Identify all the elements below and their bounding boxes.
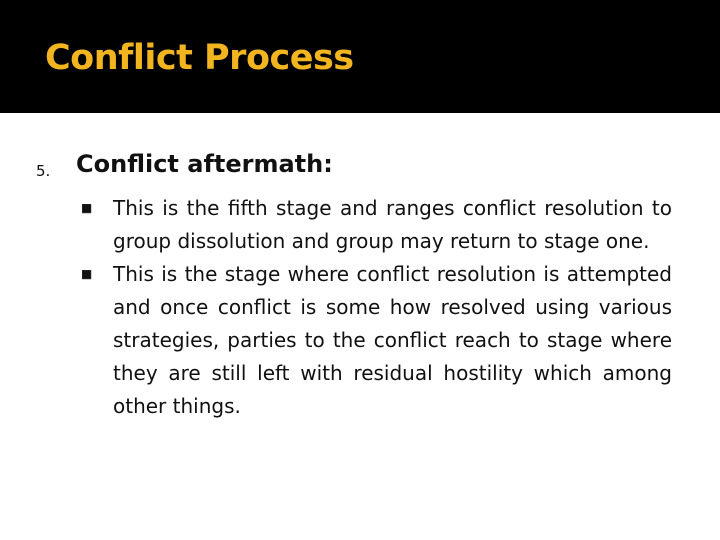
section-heading-row — [36, 150, 686, 178]
section-heading: Conflict aftermath: — [76, 150, 333, 178]
square-bullet-icon — [82, 270, 92, 280]
square-bullet-icon — [82, 204, 92, 214]
bullet-item — [36, 192, 686, 258]
bullet-text: This is the fifth stage and ranges conflict resolution to group dissolution and group may return to stage one. — [113, 196, 672, 253]
content-section — [36, 150, 686, 423]
bullet-list — [36, 192, 686, 423]
title-bar — [0, 0, 720, 113]
bullet-item — [36, 258, 686, 423]
bullet-text: This is the stage where conflict resolution is attempted and once conflict is some how resolved using various strategies, parties to the conflict reach to stage where they are still left with residual hostility which among other things. — [113, 262, 672, 418]
slide-title: Conflict Process — [45, 38, 354, 78]
section-number: 5. — [36, 162, 51, 180]
